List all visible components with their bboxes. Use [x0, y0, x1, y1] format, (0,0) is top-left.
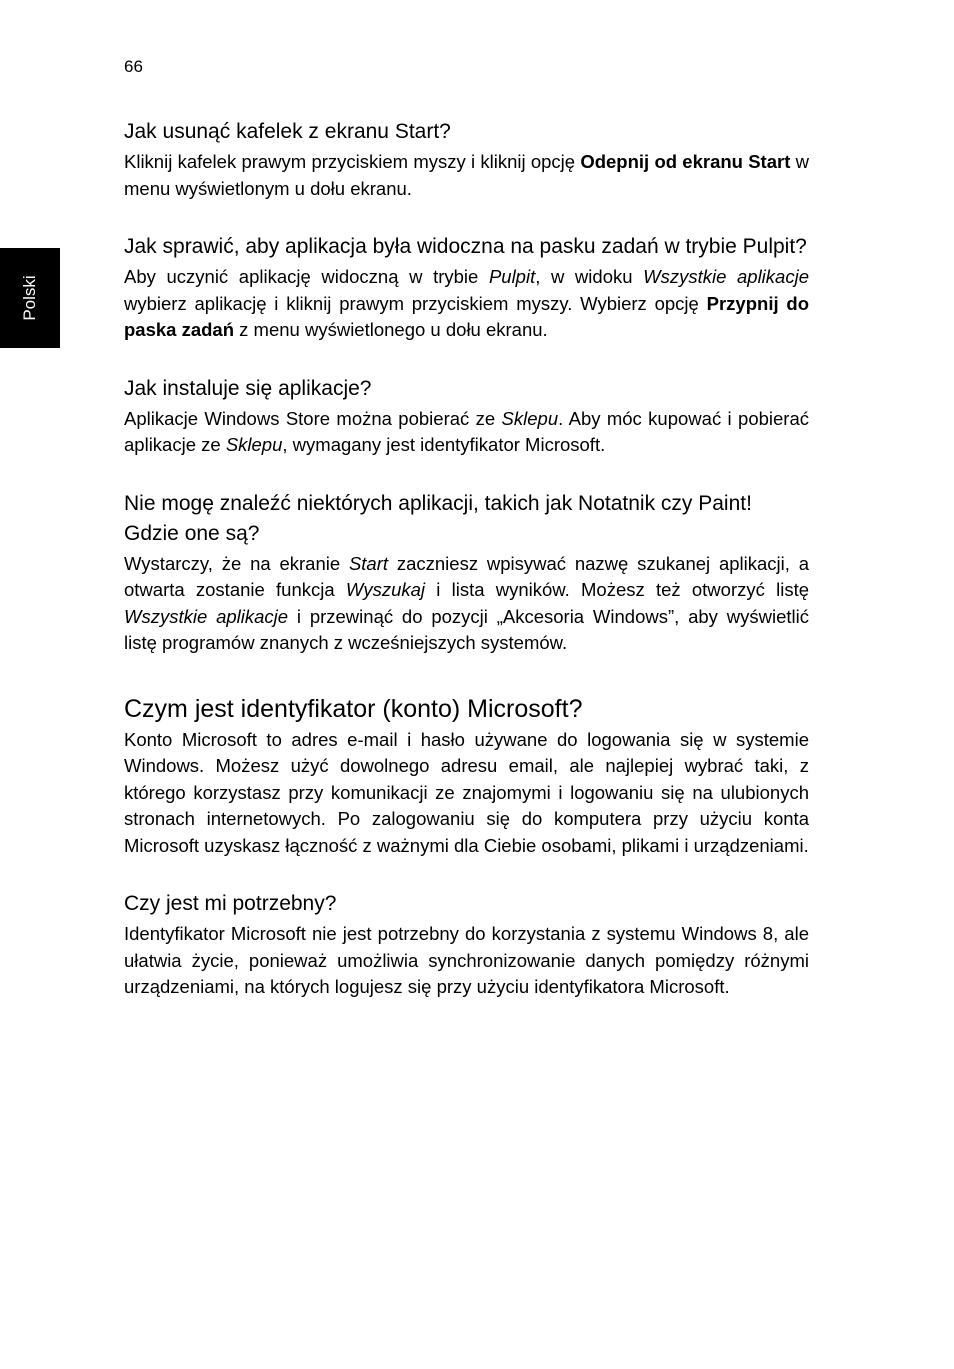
text-run-bold: Odepnij od ekranu Start	[580, 151, 791, 172]
section-microsoft-account	[124, 693, 809, 860]
text-run: Konto Microsoft to adres e-mail i hasło używane do logowania się w systemie Windows. Możesz użyć dowolnego adresu email, ale najlepiej wybrać taki, z którego korzystasz przy komunikacji ze znajomymi i logowaniu się na ulubionych stronach internetowych. Po zalogowaniu się do komputera przy użyciu konta Microsoft uzyskasz łączność z ważnymi dla Ciebie osobami, plikami i urządzeniami.	[124, 728, 809, 856]
major-section-heading: Czym jest identyfikator (konto) Microsoft?	[124, 694, 583, 723]
text-run: i przewinąć do pozycji „Akcesoria Windows”, aby wyświetlić listę programów znanych z wcześniejszych systemów.	[124, 605, 809, 653]
language-side-tab	[0, 248, 60, 348]
language-label: Polski	[20, 275, 39, 321]
text-run-italic: Sklepu	[225, 434, 283, 455]
text-run-italic: Sklepu	[501, 407, 559, 429]
section-paragraph	[124, 921, 809, 1001]
faq-section-install-apps	[124, 374, 809, 459]
text-run: i lista wyników. Możesz też otworzyć listę	[425, 579, 810, 600]
section-paragraph	[124, 406, 809, 459]
text-run-italic: Wszystkie aplikacje	[643, 266, 809, 287]
faq-section-remove-tile	[124, 117, 809, 202]
section-paragraph	[124, 551, 809, 657]
text-run: z menu wyświetlonego u dołu ekranu.	[234, 319, 548, 340]
text-run: wybierz aplikację i kliknij prawym przyciskiem myszy. Wybierz opcję	[124, 292, 707, 314]
section-paragraph	[124, 264, 809, 344]
faq-section-taskbar	[124, 232, 809, 344]
text-run: , wymagany jest identyfikator Microsoft.	[282, 434, 606, 455]
text-run: Aplikacje Windows Store można pobierać ze	[124, 407, 502, 429]
text-run: w menu wyświetlonym u dołu ekranu.	[124, 151, 809, 199]
section-heading: Czy jest mi potrzebny?	[124, 892, 337, 915]
text-run-bold: Przypnij do paska zadań	[124, 292, 809, 340]
section-heading: Nie mogę znaleźć niektórych aplikacji, takich jak Notatnik czy Paint! Gdzie one są?	[124, 491, 752, 545]
text-run: zaczniesz wpisywać nazwę szukanej aplikacji, a otwarta zostanie funkcja	[124, 552, 810, 600]
page-number: 66	[124, 57, 143, 76]
text-run: . Aby móc kupować i pobierać aplikacje ze	[124, 407, 809, 455]
text-run: Wystarczy, że na ekranie	[124, 552, 349, 574]
text-run: Aby uczynić aplikację widoczną w trybie	[124, 266, 489, 287]
text-run-italic: Pulpit	[488, 266, 536, 287]
text-run: Kliknij kafelek prawym przyciskiem myszy i kliknij opcję	[124, 151, 581, 172]
text-run-italic: Start	[348, 552, 389, 574]
text-run: , w widoku	[535, 266, 644, 287]
section-heading: Jak instaluje się aplikacje?	[124, 376, 372, 400]
section-paragraph	[124, 149, 809, 202]
document-body	[124, 117, 809, 1031]
faq-section-need-account	[124, 889, 809, 1001]
text-run: Identyfikator Microsoft nie jest potrzebny do korzystania z systemu Windows 8, ale ułatwia życie, ponieważ umożliwia synchronizowanie danych pomiędzy różnymi urządzeniami, na których logujesz się przy użyciu identyfikatora Microsoft.	[124, 923, 809, 997]
section-heading: Jak usunąć kafelek z ekranu Start?	[124, 120, 451, 143]
text-run-italic: Wszystkie aplikacje	[124, 605, 289, 627]
text-run-italic: Wyszukaj	[345, 579, 426, 600]
section-heading: Jak sprawić, aby aplikacja była widoczna na pasku zadań w trybie Pulpit?	[124, 235, 807, 258]
faq-section-find-apps	[124, 489, 809, 657]
section-paragraph	[124, 727, 809, 860]
